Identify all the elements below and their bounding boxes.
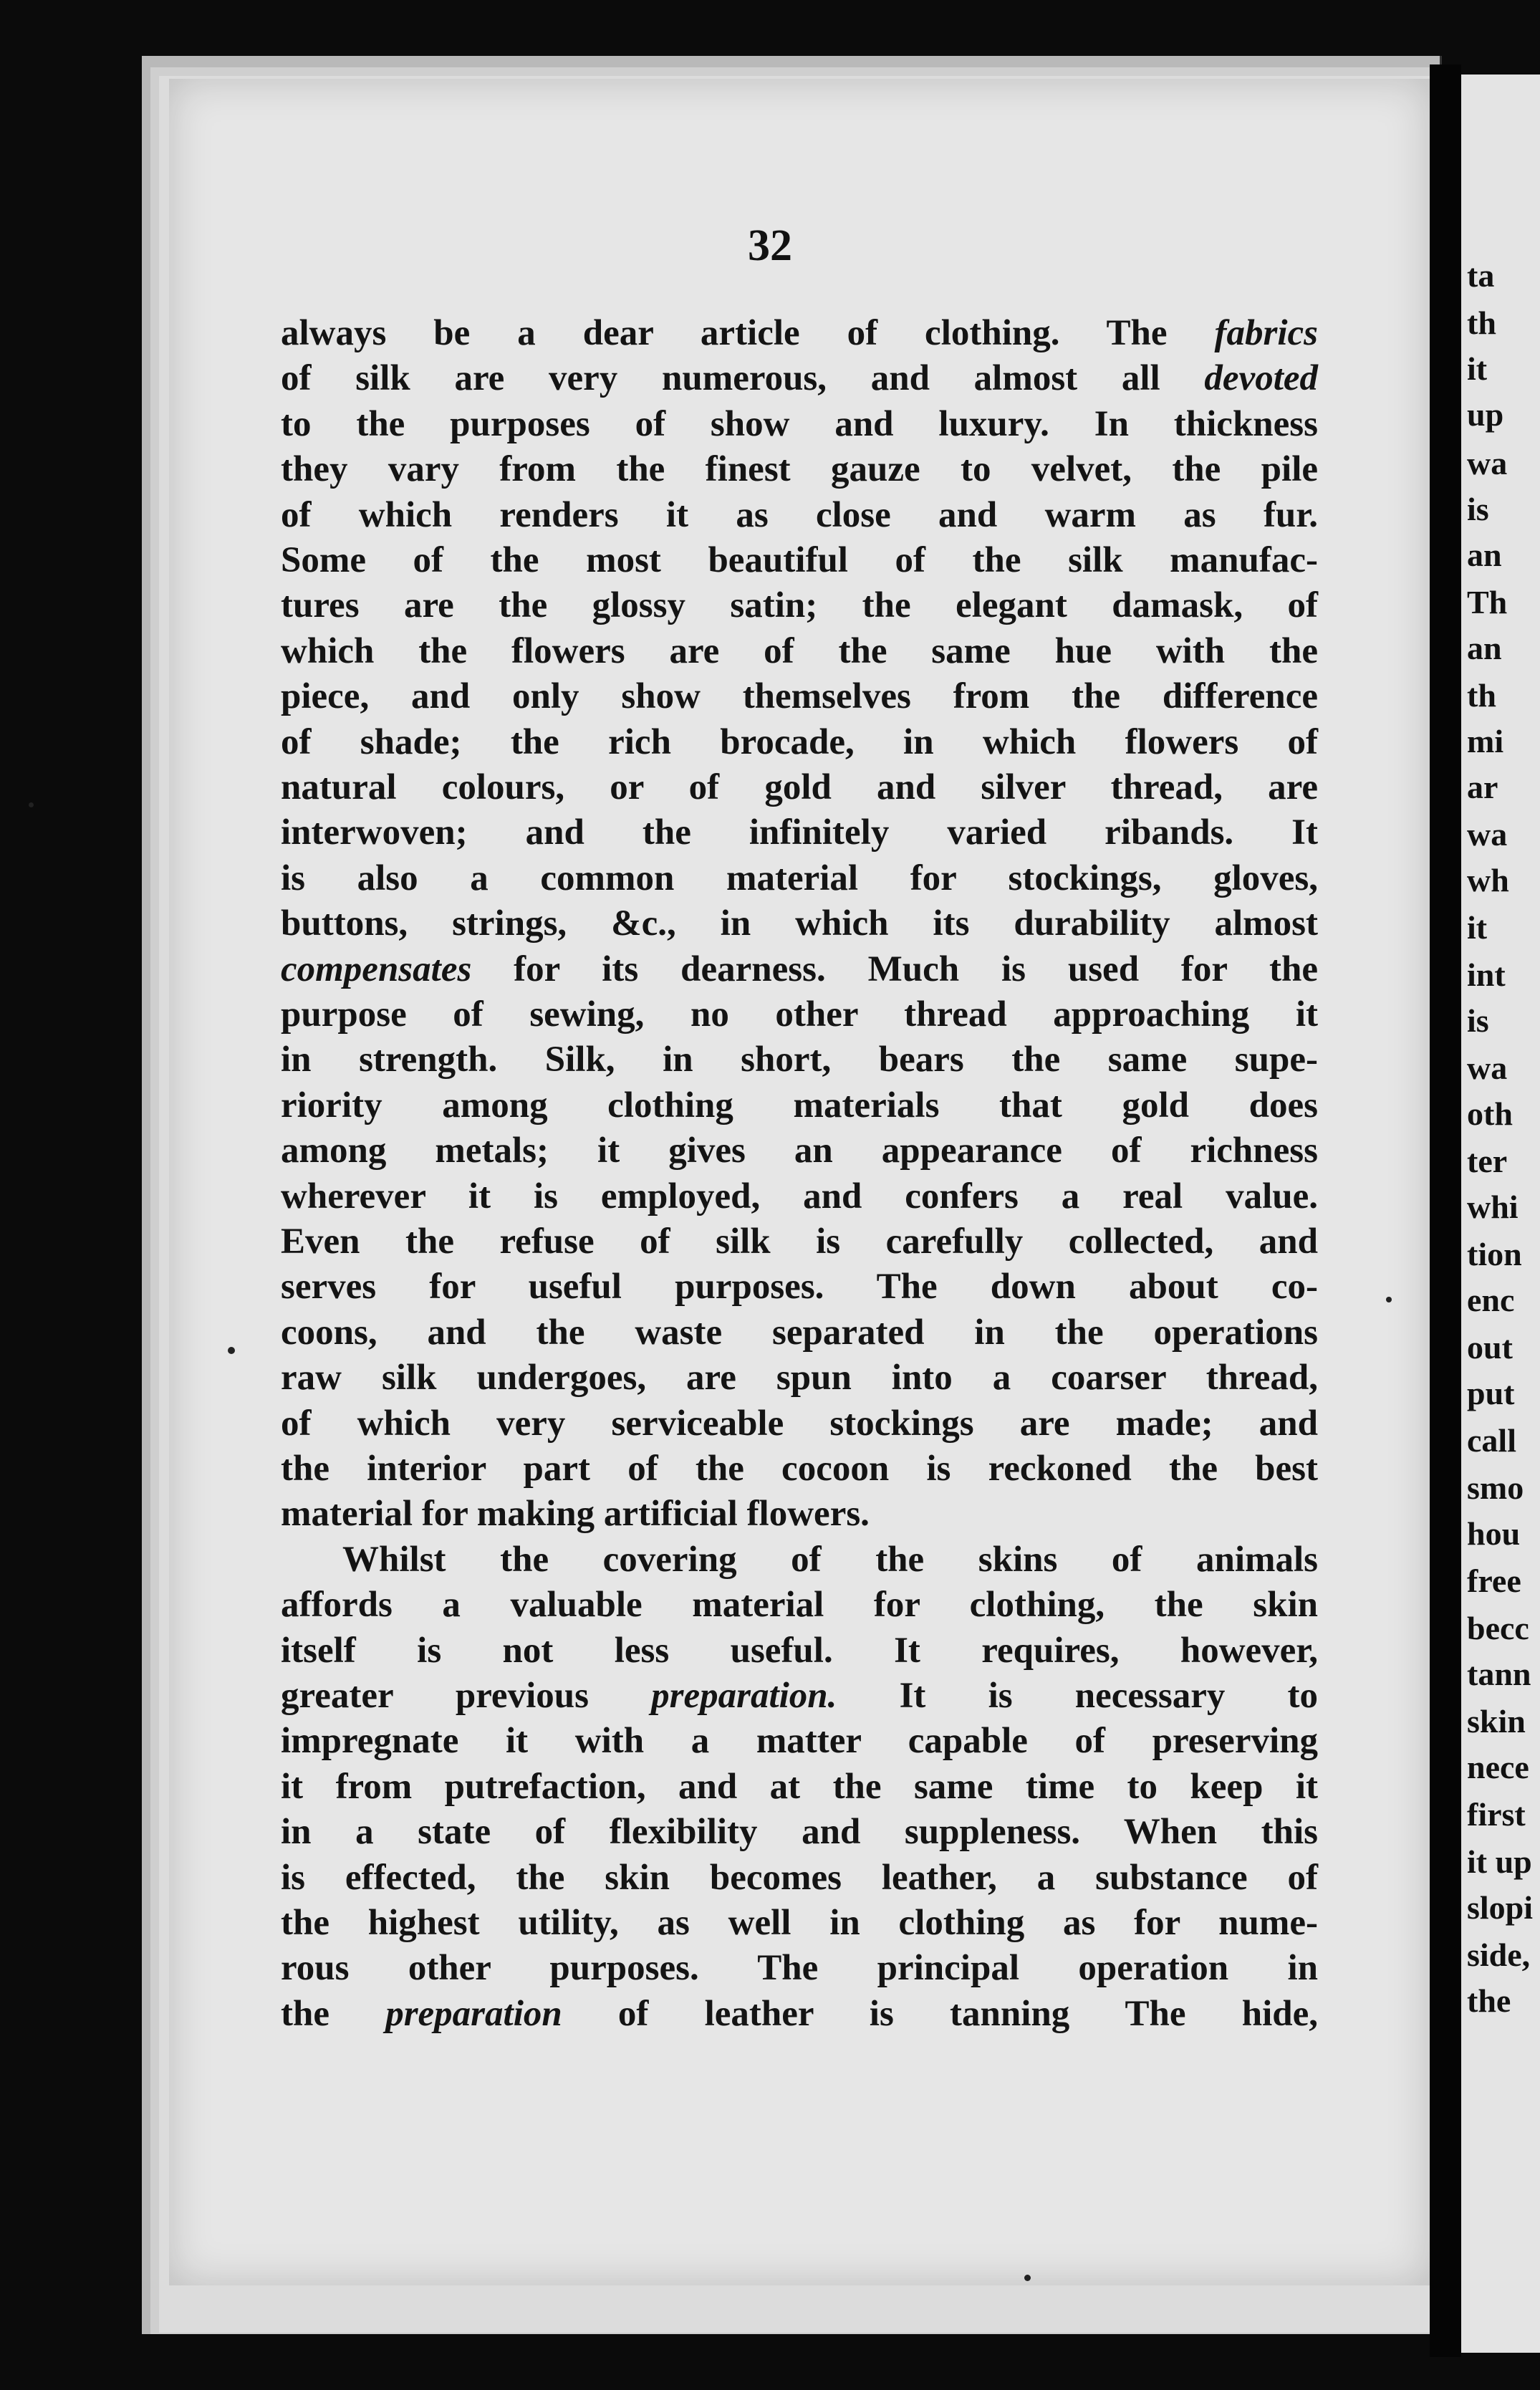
facing-page-fragment: enc bbox=[1467, 1282, 1515, 1318]
text-line: to the purposes of show and luxury. In thickness bbox=[281, 403, 1318, 444]
facing-page-fragment: hou bbox=[1467, 1515, 1521, 1552]
print-speck bbox=[228, 1347, 235, 1354]
facing-page-fragment: mi bbox=[1467, 723, 1504, 759]
facing-page-edge bbox=[1461, 75, 1540, 2353]
text-line: which the flowers are of the same hue with the bbox=[281, 630, 1318, 671]
page-number: 32 bbox=[748, 221, 792, 270]
text-line: of silk are very numerous, and almost all devoted bbox=[281, 358, 1318, 399]
facing-page-fragment: wa bbox=[1467, 1050, 1508, 1086]
facing-page-fragment: slopi bbox=[1467, 1889, 1534, 1926]
print-speck bbox=[1024, 2275, 1031, 2281]
facing-page-fragment: wh bbox=[1467, 862, 1509, 898]
text-line: always be a dear article of clothing. The fabrics bbox=[281, 313, 1318, 353]
facing-page-fragment: th bbox=[1467, 304, 1496, 341]
facing-page-fragment: tann bbox=[1467, 1656, 1531, 1692]
facing-page-fragment: put bbox=[1467, 1375, 1515, 1411]
text-line: coons, and the waste separated in the operations bbox=[281, 1312, 1318, 1353]
italic-word: devoted bbox=[1204, 358, 1318, 399]
text-line: in strength. Silk, in short, bears the same supe- bbox=[281, 1040, 1318, 1080]
text-line: natural colours, or of gold and silver thread, are bbox=[281, 767, 1318, 807]
text-line: of which renders it as close and warm as fur. bbox=[281, 494, 1318, 535]
facing-page-fragment: ter bbox=[1467, 1143, 1508, 1179]
facing-page-fragment: out bbox=[1467, 1329, 1513, 1366]
text-line: they vary from the finest gauze to velvet, the pile bbox=[281, 449, 1318, 490]
facing-page-fragment: smo bbox=[1467, 1469, 1524, 1506]
facing-page-fragment: it bbox=[1467, 350, 1488, 387]
text-line: Even the refuse of silk is carefully collected, and bbox=[281, 1222, 1318, 1262]
text-line: of which very serviceable stockings are made; and bbox=[281, 1403, 1318, 1444]
text-line: riority among clothing materials that gold does bbox=[281, 1085, 1318, 1126]
facing-page-fragment: whi bbox=[1467, 1189, 1519, 1225]
text-line: affords a valuable material for clothing, the skin bbox=[281, 1585, 1318, 1626]
italic-word: compensates bbox=[281, 949, 472, 989]
text-line: greater previous preparation. It is necessary to bbox=[281, 1676, 1318, 1716]
facing-page-fragment: tion bbox=[1467, 1236, 1522, 1272]
book-gutter bbox=[1430, 64, 1461, 2357]
facing-page-fragment: ta bbox=[1467, 257, 1495, 294]
text-line: among metals; it gives an appearance of richness bbox=[281, 1131, 1318, 1171]
facing-page-fragment: wa bbox=[1467, 445, 1508, 481]
text-line: purpose of sewing, no other thread approaching it bbox=[281, 994, 1318, 1035]
italic-word: preparation bbox=[385, 1993, 562, 2034]
text-line: impregnate it with a matter capable of preserving bbox=[281, 1721, 1318, 1762]
text-line: interwoven; and the infinitely varied ribands. It bbox=[281, 812, 1318, 853]
facing-page-fragment: an bbox=[1467, 630, 1502, 666]
facing-page-fragment: it bbox=[1467, 909, 1488, 946]
facing-page-fragment: Th bbox=[1467, 584, 1508, 620]
text-line: tures are the glossy satin; the elegant damask, of bbox=[281, 585, 1318, 626]
text-line: Whilst the covering of the skins of animals bbox=[342, 1539, 1318, 1580]
text-line: raw silk undergoes, are spun into a coarser thread, bbox=[281, 1358, 1318, 1398]
text-line: Some of the most beautiful of the silk manufac- bbox=[281, 540, 1318, 580]
text-line: the interior part of the cocoon is reckoned the best bbox=[281, 1449, 1318, 1489]
facing-page-fragment: is bbox=[1467, 1002, 1489, 1039]
text-line: in a state of flexibility and suppleness. When this bbox=[281, 1812, 1318, 1853]
facing-page-fragment: up bbox=[1467, 396, 1504, 433]
text-line: it from putrefaction, and at the same time to keep it bbox=[281, 1766, 1318, 1807]
facing-page-fragment: call bbox=[1467, 1422, 1516, 1459]
text-line: serves for useful purposes. The down about co- bbox=[281, 1267, 1318, 1307]
italic-word: fabrics bbox=[1214, 313, 1318, 353]
facing-page-fragment: is bbox=[1467, 491, 1489, 527]
facing-page-fragment: it up bbox=[1467, 1843, 1532, 1880]
text-line: the preparation of leather is tanning The hide, bbox=[281, 1993, 1318, 2034]
facing-page-fragment: nece bbox=[1467, 1749, 1529, 1785]
text-line: of shade; the rich brocade, in which flowers of bbox=[281, 721, 1318, 762]
italic-word: preparation. bbox=[651, 1676, 837, 1716]
print-speck bbox=[1386, 1297, 1392, 1302]
text-line: itself is not less useful. It requires, however, bbox=[281, 1630, 1318, 1671]
facing-page-fragment: side, bbox=[1467, 1937, 1531, 1973]
facing-page-fragment: the bbox=[1467, 1982, 1511, 2019]
text-line: is also a common material for stockings, gloves, bbox=[281, 858, 1318, 898]
facing-page-fragment: th bbox=[1467, 677, 1496, 714]
print-speck bbox=[29, 802, 34, 807]
facing-page-fragment: ar bbox=[1467, 769, 1498, 805]
facing-page-fragment: wa bbox=[1467, 816, 1508, 853]
facing-page-fragment: int bbox=[1467, 956, 1506, 993]
facing-page-fragment: free bbox=[1467, 1563, 1521, 1599]
text-line: rous other purposes. The principal operation in bbox=[281, 1948, 1318, 1989]
text-line: compensates for its dearness. Much is used for the bbox=[281, 949, 1318, 989]
facing-page-fragment: becc bbox=[1467, 1610, 1529, 1646]
facing-page-fragment: an bbox=[1467, 537, 1502, 573]
text-line: the highest utility, as well in clothing as for nume- bbox=[281, 1903, 1318, 1943]
text-line: wherever it is employed, and confers a real value. bbox=[281, 1176, 1318, 1216]
facing-page-fragment: skin bbox=[1467, 1703, 1526, 1739]
facing-page-fragment: first bbox=[1467, 1796, 1526, 1833]
text-line: buttons, strings, &c., in which its durability almost bbox=[281, 903, 1318, 944]
facing-page-fragment: oth bbox=[1467, 1095, 1513, 1132]
text-line: material for making artificial flowers. bbox=[281, 1494, 870, 1535]
text-line: is effected, the skin becomes leather, a substance of bbox=[281, 1857, 1318, 1898]
text-line: piece, and only show themselves from the difference bbox=[281, 676, 1318, 717]
